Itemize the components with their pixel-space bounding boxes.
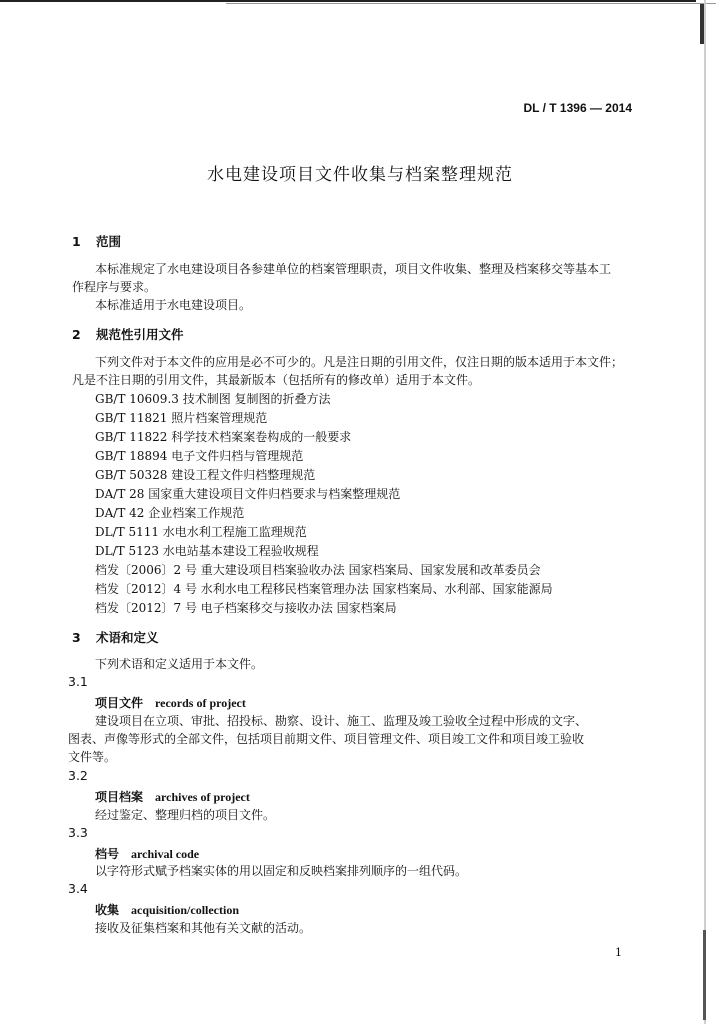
section-number: 1 <box>72 234 81 249</box>
scan-mark-bottom <box>703 930 706 1020</box>
paragraph: 凡是不注日期的引用文件，其最新版本（包括所有的修改单）适用于本文件。 <box>72 373 481 387</box>
paragraph: 下列术语和定义适用于本文件。 <box>95 657 264 671</box>
reference-item: GB/T 50328 建设工程文件归档整理规范 <box>95 468 316 482</box>
reference-item: GB/T 11821 照片档案管理规范 <box>95 411 268 425</box>
section-heading-2 <box>72 325 184 343</box>
term-en: records of project <box>155 696 246 710</box>
term-heading <box>95 788 250 805</box>
reference-item: GB/T 11822 科学技术档案案卷构成的一般要求 <box>95 430 352 444</box>
reference-item: DA/T 42 企业档案工作规范 <box>95 506 245 520</box>
term-definition: 接收及征集档案和其他有关文献的活动。 <box>95 921 312 935</box>
term-en: archival code <box>131 847 200 861</box>
term-zh: 项目档案 <box>95 790 144 804</box>
paragraph: 本标准适用于水电建设项目。 <box>95 298 252 312</box>
scan-mark-top <box>700 4 704 44</box>
reference-item: 档发〔2006〕2 号 重大建设项目档案验收办法 国家档案局、国家发展和改革委员会 <box>95 563 541 577</box>
reference-item: DA/T 28 国家重大建设项目文件归档要求与档案整理规范 <box>95 487 401 501</box>
standard-code: DL / T 1396 — 2014 <box>523 101 632 115</box>
reference-item: 档发〔2012〕7 号 电子档案移交与接收办法 国家档案局 <box>95 601 397 615</box>
top-border-line-thin <box>226 3 716 4</box>
reference-item: GB/T 18894 电子文件归档与管理规范 <box>95 449 304 463</box>
term-heading <box>95 845 199 862</box>
term-definition: 以字符形式赋予档案实体的用以固定和反映档案排列顺序的一组代码。 <box>95 864 468 878</box>
reference-item: DL/T 5123 水电站基本建设工程验收规程 <box>95 544 319 558</box>
page-number: 1 <box>615 946 622 959</box>
term-definition: 文件等。 <box>68 750 117 764</box>
term-zh: 项目文件 <box>95 696 144 710</box>
reference-item: DL/T 5111 水电水利工程施工监理规范 <box>95 525 307 539</box>
reference-item: 档发〔2012〕4 号 水利水电工程移民档案管理办法 国家档案局、水利部、国家能源局 <box>95 582 553 596</box>
reference-item: GB/T 10609.3 技术制图 复制图的折叠方法 <box>95 392 331 406</box>
section-title: 术语和定义 <box>96 630 159 645</box>
term-zh: 收集 <box>95 903 120 917</box>
term-number: 3.3 <box>68 825 88 840</box>
page-title: 水电建设项目文件收集与档案整理规范 <box>207 165 513 185</box>
term-heading <box>95 901 239 918</box>
section-number: 3 <box>72 630 81 645</box>
term-number: 3.1 <box>68 674 88 689</box>
term-heading <box>95 694 246 711</box>
term-definition: 建设项目在立项、审批、招投标、勘察、设计、施工、监理及竣工验收全过程中形成的文字、 <box>95 714 588 728</box>
term-number: 3.4 <box>68 881 88 896</box>
term-en: archives of project <box>155 790 250 804</box>
section-title: 规范性引用文件 <box>96 327 184 342</box>
section-heading-1 <box>72 232 121 250</box>
term-en: acquisition/collection <box>131 903 240 917</box>
top-border-line <box>0 0 696 2</box>
term-definition: 经过鉴定、整理归档的项目文件。 <box>95 808 276 822</box>
paragraph: 下列文件对于本文件的应用是必不可少的。凡是注日期的引用文件，仅注日期的版本适用于本文件； <box>95 355 624 369</box>
term-number: 3.2 <box>68 768 88 783</box>
section-title: 范围 <box>96 234 122 249</box>
term-zh: 档号 <box>95 847 120 861</box>
term-definition: 图表、声像等形式的全部文件，包括项目前期文件、项目管理文件、项目竣工文件和项目竣工验收 <box>68 732 585 746</box>
right-scan-edge <box>704 0 706 1024</box>
paragraph: 本标准规定了水电建设项目各参建单位的档案管理职责，项目文件收集、整理及档案移交等基本工 <box>95 262 612 276</box>
paragraph: 作程序与要求。 <box>72 280 157 294</box>
section-number: 2 <box>72 327 81 342</box>
section-heading-3 <box>72 628 159 646</box>
